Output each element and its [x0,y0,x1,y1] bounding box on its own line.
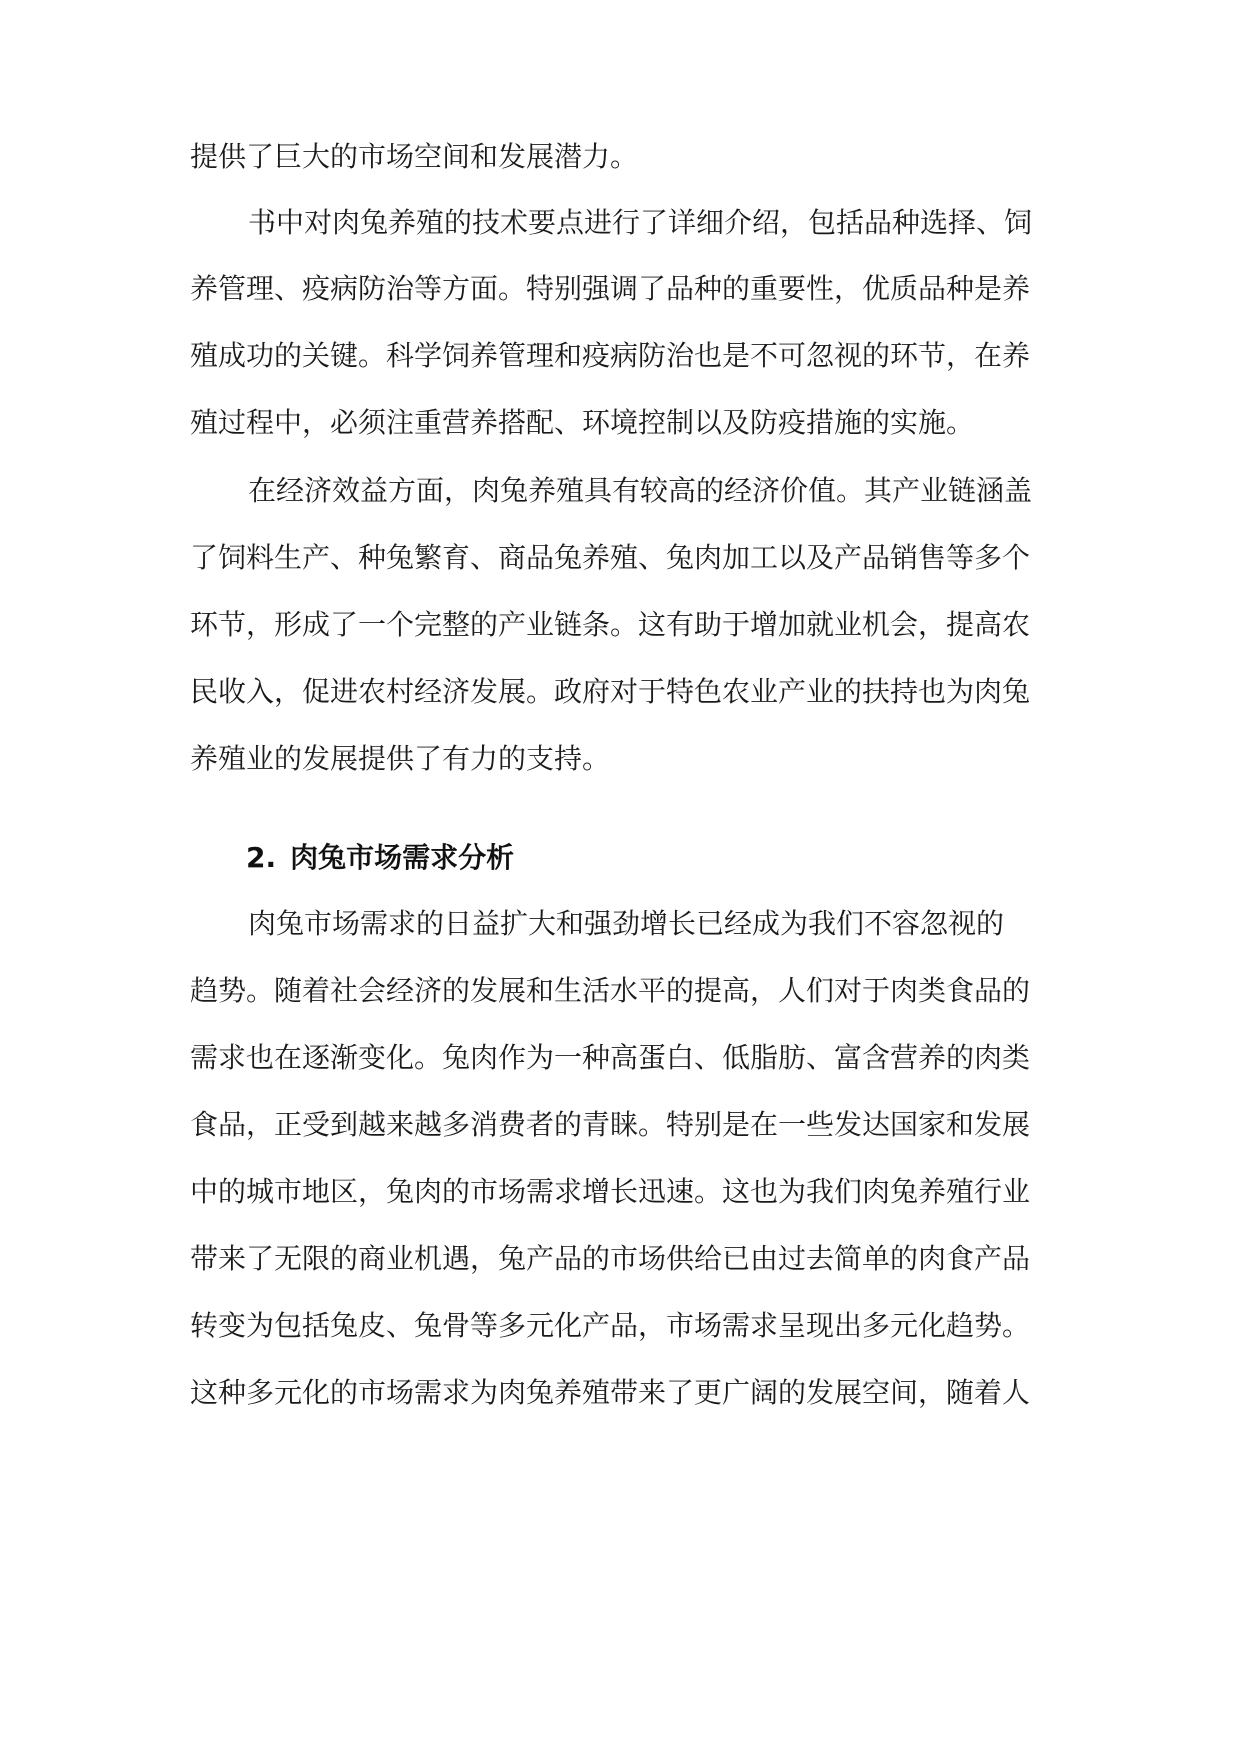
text-line: 殖过程中，必须注重营养搭配、环境控制以及防疫措施的实施。 [190,406,975,439]
text-line: 在经济效益方面，肉兔养殖具有较高的经济价值。其产业链涵盖 [248,474,1033,507]
text-line: 带来了无限的商业机遇，兔产品的市场供给已由过去简单的肉食产品 [190,1242,1031,1275]
text-line: 这种多元化的市场需求为肉兔养殖带来了更广阔的发展空间，随着人 [190,1376,1031,1409]
text-line: 中的城市地区，兔肉的市场需求增长迅速。这也为我们肉兔养殖行业 [190,1175,1031,1208]
section-title: 肉兔市场需求分析 [290,841,515,874]
text-line: 提供了巨大的市场空间和发展潜力。 [190,140,639,173]
text-line: 养殖业的发展提供了有力的支持。 [190,742,611,775]
text-line: 养管理、疫病防治等方面。特别强调了品种的重要性，优质品种是养 [190,272,1031,305]
text-line: 了饲料生产、种兔繁育、商品兔养殖、兔肉加工以及产品销售等多个 [190,541,1031,574]
text-line: 需求也在逐渐变化。兔肉作为一种高蛋白、低脂肪、富含营养的肉类 [190,1041,1031,1074]
text-line: 趋势。随着社会经济的发展和生活水平的提高，人们对于肉类食品的 [190,974,1031,1007]
text-line: 食品，正受到越来越多消费者的青睐。特别是在一些发达国家和发展 [190,1108,1031,1141]
text-line: 殖成功的关键。科学饲养管理和疫病防治也是不可忽视的环节，在养 [190,339,1031,372]
text-line: 肉兔市场需求的日益扩大和强劲增长已经成为我们不容忽视的 [248,907,1005,940]
text-line: 环节，形成了一个完整的产业链条。这有助于增加就业机会，提高农 [190,608,1031,641]
text-line: 书中对肉兔养殖的技术要点进行了详细介绍，包括品种选择、饲 [248,206,1033,239]
section-number: 2. [246,841,277,874]
text-line: 转变为包括兔皮、兔骨等多元化产品，市场需求呈现出多元化趋势。 [190,1309,1031,1342]
section-heading [246,838,514,878]
text-line: 民收入，促进农村经济发展。政府对于特色农业产业的扶持也为肉兔 [190,675,1031,708]
